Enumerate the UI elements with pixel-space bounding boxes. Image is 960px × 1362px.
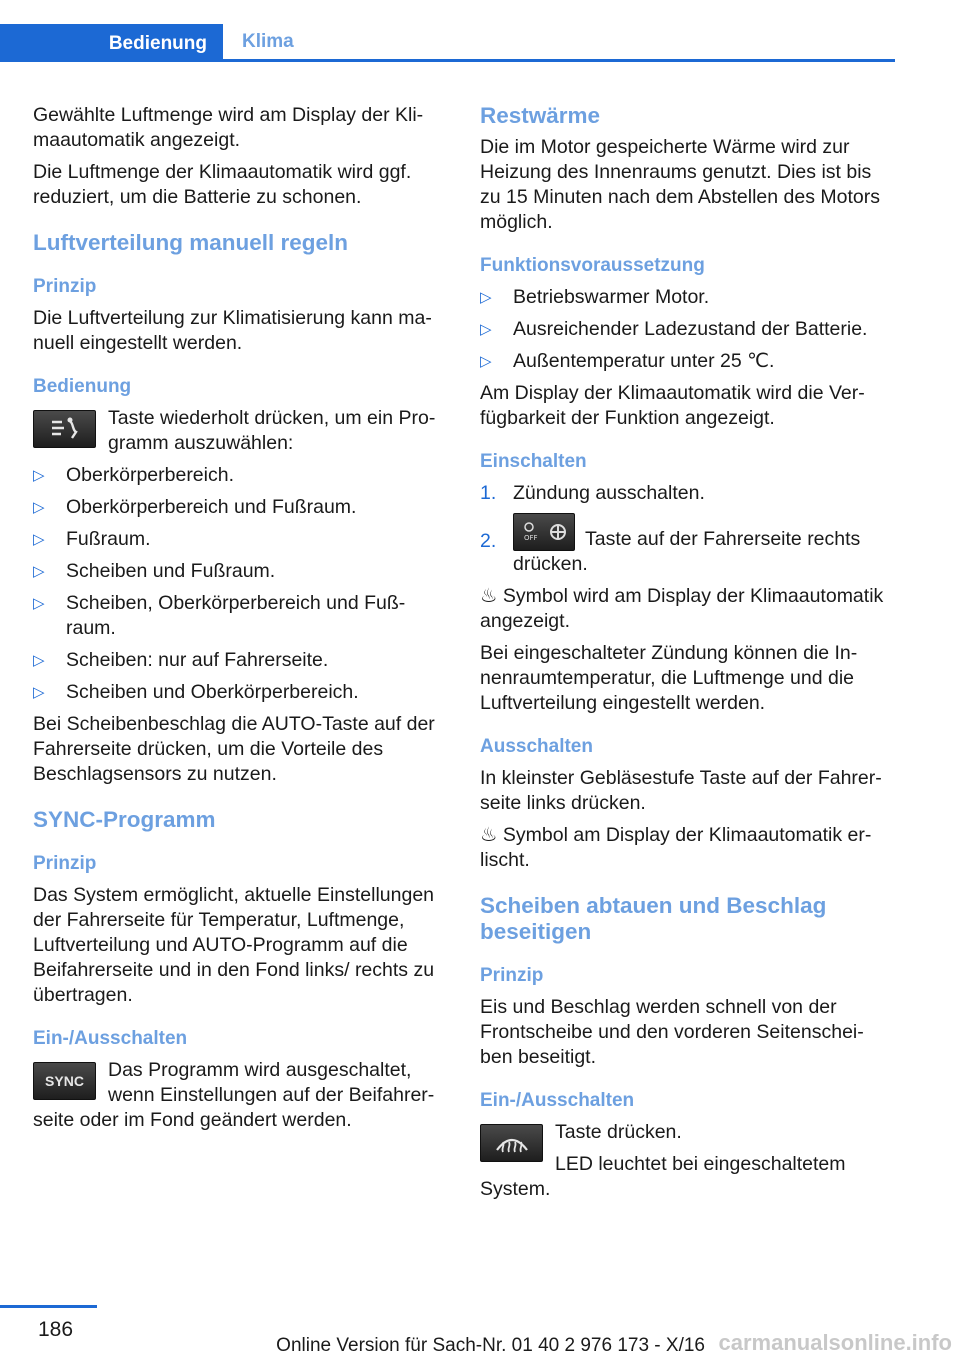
page-header	[0, 24, 895, 62]
header-rule	[0, 59, 895, 62]
heading-scheiben-abtauen: Scheiben abtauen und Beschlag beseitigen	[480, 893, 827, 944]
list-item: ▷ Scheiben, Oberkörperbereich und Fuß‐raum.	[33, 592, 406, 639]
paragraph: ♨ Symbol wird am Display der Klimaautomatik angezeigt.	[480, 585, 884, 632]
left-column	[33, 103, 448, 1140]
triangle-icon: ▷	[480, 353, 492, 370]
list-item: ▷ Scheiben und Fußraum.	[33, 560, 276, 582]
heading-ausschalten: Ausschalten	[480, 736, 593, 757]
sync-button-icon: SYNC	[33, 1062, 96, 1100]
fan-off-button-icon	[513, 513, 575, 551]
heat-symbol-icon: ♨	[480, 824, 503, 846]
list-item: ▷ Fußraum.	[33, 528, 151, 550]
list-item: ▷ Betriebswarmer Motor.	[480, 286, 710, 308]
heading-ein-ausschalten: Ein-/Ausschalten	[480, 1090, 635, 1111]
list-item: 1. Zündung ausschalten.	[480, 482, 705, 504]
program-list	[33, 463, 448, 705]
steps-list	[480, 481, 895, 577]
triangle-icon: ▷	[480, 321, 492, 338]
list-item: ▷ Oberkörperbereich und Fußraum.	[33, 496, 357, 518]
heading-funktionsvoraussetzung: Funktionsvoraussetzung	[480, 255, 705, 276]
heat-symbol-icon: ♨	[480, 585, 503, 607]
paragraph: Eis und Beschlag werden schnell von der Frontscheibe und den vorderen Seitenschei‐ben beseitigt.	[480, 996, 864, 1068]
triangle-icon: ▷	[33, 467, 45, 484]
paragraph: LED leuchtet bei eingeschaltetem System.	[480, 1153, 846, 1200]
heading-luftverteilung: Luftverteilung manuell regeln	[33, 230, 349, 255]
footer-rule	[0, 1305, 97, 1308]
paragraph: Am Display der Klimaautomatik wird die Ver‐fügbarkeit der Funktion angezeigt.	[480, 382, 865, 429]
heading-restwaerme: Restwärme	[480, 103, 601, 128]
triangle-icon: ▷	[33, 684, 45, 701]
list-item: ▷ Scheiben und Oberkörperbereich.	[33, 681, 359, 703]
right-column	[480, 103, 895, 1209]
triangle-icon: ▷	[33, 531, 45, 548]
paragraph: ♨ Symbol am Display der Klimaautomatik er‐lischt.	[480, 824, 872, 871]
paragraph: Taste drücken.	[555, 1121, 682, 1143]
heading-ein-ausschalten: Ein-/Ausschalten	[33, 1028, 188, 1049]
heading-einschalten: Einschalten	[480, 451, 587, 472]
watermark: carmanualsonline.info	[718, 1330, 952, 1355]
defrost-button-icon	[480, 1124, 543, 1162]
paragraph: Das System ermöglicht, aktuelle Einstellungen der Fahrerseite für Temperatur, Luftmenge, Luftverteilung und AUTO-Programm auf die Beifahrerseite und in den Fond links/ rechts zu übertragen.	[33, 884, 435, 1006]
heading-bedienung: Bedienung	[33, 376, 132, 397]
triangle-icon: ▷	[33, 499, 45, 516]
heading-prinzip: Prinzip	[480, 965, 544, 986]
triangle-icon: ▷	[33, 595, 45, 612]
instruction-row	[33, 1058, 448, 1133]
paragraph: Bei Scheibenbeschlag die AUTO-Taste auf der Fahrerseite drücken, um die Vorteile des Beschlagsensors zu nutzen.	[33, 713, 435, 785]
requirement-list	[480, 285, 895, 374]
heading-prinzip: Prinzip	[33, 276, 97, 297]
instruction-row	[33, 406, 448, 463]
list-item: ▷ Oberkörperbereich.	[33, 464, 234, 486]
paragraph: Bei eingeschalteter Zündung können die In‐nenraumtemperatur, die Luftmenge und die Luftverteilung eingestellt werden.	[480, 642, 858, 714]
paragraph: Taste wiederholt drücken, um ein Pro‐gramm auszuwählen:	[108, 407, 436, 454]
page-number: 186	[38, 1318, 74, 1341]
paragraph: Das Programm wird ausgeschaltet, wenn Einstellungen auf der Beifahrer‐seite oder im Fond geändert werden.	[33, 1059, 435, 1131]
list-item: ▷ Scheiben: nur auf Fahrerseite.	[33, 649, 329, 671]
heading-sync: SYNC-Programm	[33, 807, 216, 832]
heading-prinzip: Prinzip	[33, 853, 97, 874]
triangle-icon: ▷	[480, 289, 492, 306]
triangle-icon: ▷	[33, 563, 45, 580]
svg-text:OFF: OFF	[524, 534, 538, 542]
air-distribution-button-icon	[33, 410, 96, 448]
list-item: ▷ Ausreichender Ladezustand der Batterie.	[480, 318, 868, 340]
list-item: ▷ Außentemperatur unter 25 ℃.	[480, 350, 775, 372]
paragraph: Die Luftmenge der Klimaautomatik wird ggf. reduziert, um die Batterie zu schonen.	[33, 161, 412, 208]
paragraph: Die Luftverteilung zur Klimatisierung kann ma‐nuell eingestellt werden.	[33, 307, 432, 354]
section-tab: Bedienung	[0, 24, 223, 62]
paragraph: In kleinster Gebläsestufe Taste auf der Fahrer‐seite links drücken.	[480, 767, 882, 814]
online-version-note: Online Version für Sach-Nr. 01 40 2 976 173 - X/16	[276, 1335, 705, 1356]
list-item: 2. OFF Taste auf der Fahrerseite rechts drücken.	[480, 513, 895, 577]
chapter-tab: Klima	[242, 31, 294, 52]
instruction-row	[480, 1120, 895, 1202]
paragraph: Die im Motor gespeicherte Wärme wird zur Heizung des Innenraums genutzt. Dies ist bis zu 15 Minuten nach dem Abstellen des Motors möglich.	[480, 136, 880, 233]
paragraph: Gewählte Luftmenge wird am Display der Kli‐maautomatik angezeigt.	[33, 104, 424, 151]
triangle-icon: ▷	[33, 652, 45, 669]
